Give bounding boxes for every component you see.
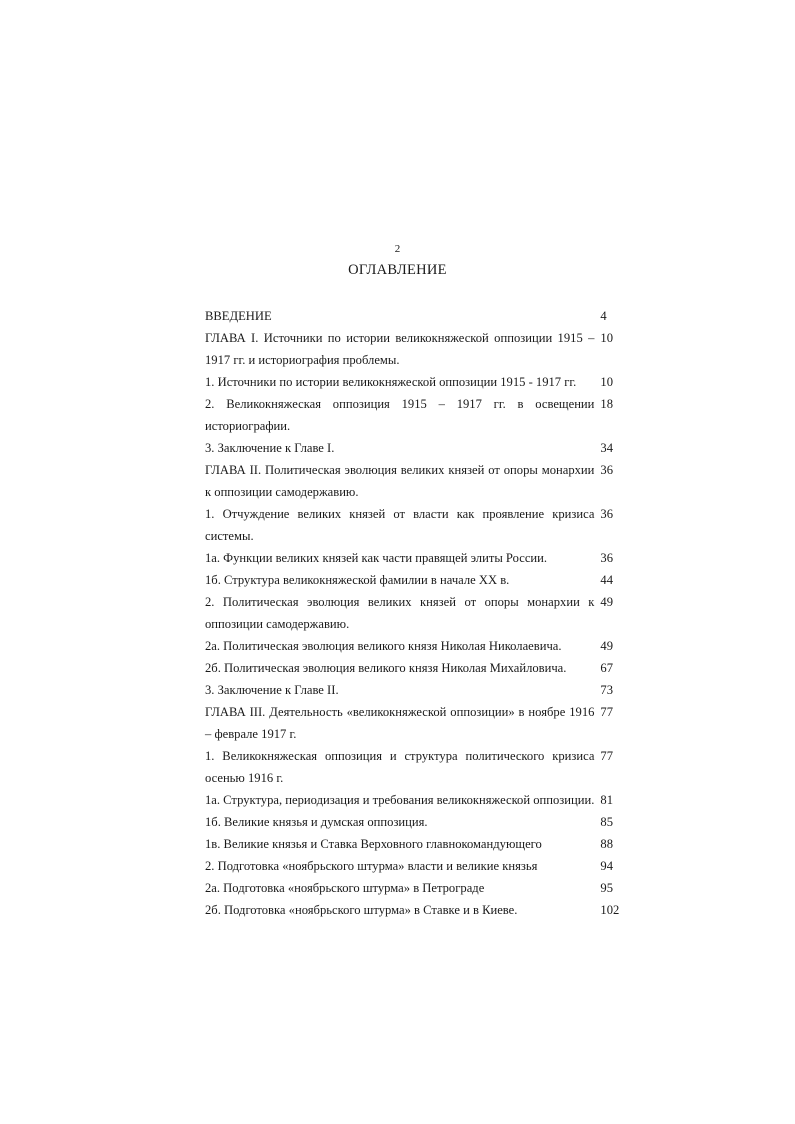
toc-entry <box>205 855 630 877</box>
toc-entry-page: 49 <box>600 595 614 609</box>
toc-entry-text: 2а. Подготовка «ноябрьского штурма» в Петрограде <box>205 881 485 895</box>
toc-entry-text: 1б. Великие князья и думская оппозиция. <box>205 815 428 829</box>
toc-entry-text: 1. Источники по истории великокняжеской оппозиции 1915 - 1917 гг. <box>205 375 577 389</box>
toc-entry-text: 1а. Функции великих князей как части правящей элиты России. <box>205 551 548 565</box>
toc-entry-page: 49 <box>600 639 614 653</box>
toc-entry-text: ВВЕДЕНИЕ <box>205 309 272 323</box>
toc-title: ОГЛАВЛЕНИЕ <box>348 262 447 278</box>
toc-entry <box>205 899 630 921</box>
toc-entry-text: 2. Великокняжеская оппозиция 1915 – 1917 гг. в освещении историографии. <box>205 397 595 433</box>
table-of-contents <box>205 305 630 921</box>
toc-entry-page: 36 <box>600 463 614 477</box>
toc-entry-text: ГЛАВА I. Источники по истории великокняжеской оппозиции 1915 – 1917 гг. и историография проблемы. <box>205 331 595 367</box>
toc-entry <box>205 877 630 899</box>
toc-entry <box>205 459 630 503</box>
toc-entry-page: 36 <box>600 507 614 521</box>
toc-entry-page: 73 <box>600 683 614 697</box>
toc-entry-text: 2а. Политическая эволюция великого князя Николая Николаевича. <box>205 639 562 653</box>
page-number: 2 <box>394 243 401 255</box>
toc-entry-text: 2. Политическая эволюция великих князей от опоры монархии к оппозиции самодержавию. <box>205 595 595 631</box>
toc-entry <box>205 393 630 437</box>
toc-entry <box>205 591 630 635</box>
toc-entry-page: 77 <box>600 705 614 719</box>
toc-entry <box>205 569 630 591</box>
toc-entry <box>205 701 630 745</box>
toc-entry-text: 3. Заключение к Главе II. <box>205 683 339 697</box>
toc-entry-text: 1в. Великие князья и Ставка Верховного главнокомандующего <box>205 837 542 851</box>
toc-entry-text: ГЛАВА II. Политическая эволюция великих князей от опоры монархии к оппозиции самодержавию. <box>205 463 595 499</box>
toc-entry-page: 77 <box>600 749 614 763</box>
toc-entry-page: 67 <box>600 661 614 675</box>
toc-entry <box>205 503 630 547</box>
toc-entry-page: 95 <box>600 881 614 895</box>
toc-entry <box>205 635 630 657</box>
toc-entry-page: 36 <box>600 551 614 565</box>
toc-entry-page: 18 <box>600 397 614 411</box>
toc-entry-page: 102 <box>600 903 620 917</box>
toc-entry-page: 4 <box>600 309 607 323</box>
toc-entry <box>205 789 630 811</box>
toc-entry-page: 10 <box>600 375 614 389</box>
toc-entry-page: 85 <box>600 815 614 829</box>
toc-entry <box>205 833 630 855</box>
toc-entry <box>205 437 630 459</box>
toc-entry <box>205 657 630 679</box>
toc-entry-text: 2б. Политическая эволюция великого князя Николая Михайловича. <box>205 661 567 675</box>
toc-entry-page: 88 <box>600 837 614 851</box>
toc-entry <box>205 305 630 327</box>
toc-entry-text: ГЛАВА III. Деятельность «великокняжеской оппозиции» в ноябре 1916 – феврале 1917 г. <box>205 705 595 741</box>
toc-entry-text: 3. Заключение к Главе I. <box>205 441 335 455</box>
toc-entry-text: 2б. Подготовка «ноябрьского штурма» в Ставке и в Киеве. <box>205 903 518 917</box>
toc-entry <box>205 811 630 833</box>
toc-entry <box>205 745 630 789</box>
toc-entry-text: 1а. Структура, периодизация и требования великокняжеской оппозиции. <box>205 793 595 807</box>
toc-entry-page: 44 <box>600 573 614 587</box>
toc-entry <box>205 547 630 569</box>
toc-entry-page: 81 <box>600 793 614 807</box>
toc-entry <box>205 327 630 371</box>
toc-entry-page: 34 <box>600 441 614 455</box>
toc-entry-text: 1. Отчуждение великих князей от власти как проявление кризиса системы. <box>205 507 595 543</box>
toc-entry <box>205 371 630 393</box>
toc-entry-text: 2. Подготовка «ноябрьского штурма» власти и великие князья <box>205 859 538 873</box>
toc-entry-page: 94 <box>600 859 614 873</box>
toc-entry-page: 10 <box>600 331 614 345</box>
toc-entry <box>205 679 630 701</box>
toc-entry-text: 1. Великокняжеская оппозиция и структура политического кризиса осенью 1916 г. <box>205 749 595 785</box>
toc-entry-text: 1б. Структура великокняжеской фамилии в начале XX в. <box>205 573 510 587</box>
